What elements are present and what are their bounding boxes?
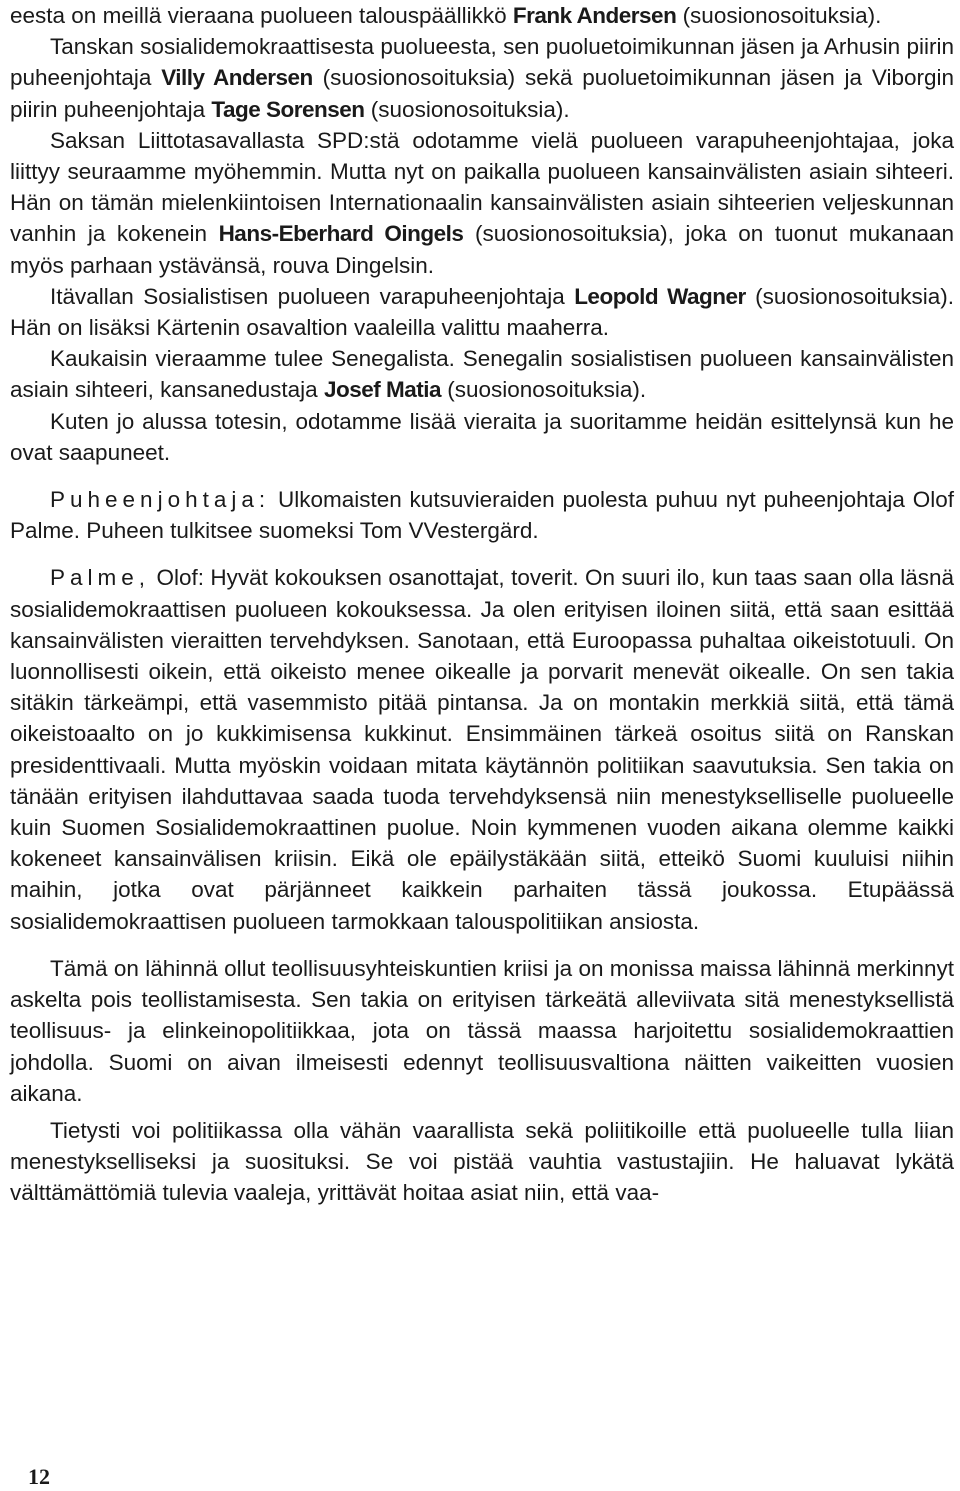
- body-text: [10, 0, 954, 1209]
- paragraph: [10, 125, 954, 281]
- paragraph: [10, 343, 954, 405]
- text-run: (suosionosoituksia). Hän on lisäksi Kärtenin osavaltion vaaleilla valittu maaherra.: [10, 283, 954, 341]
- paragraph: [10, 484, 954, 546]
- text-run: (suosionosoituksia).: [364, 96, 570, 122]
- page-number: 12: [28, 1464, 50, 1489]
- text-run: (suosionosoituksia).: [676, 3, 882, 28]
- text-run: (suosionosoituksia) sekä puoluetoimikunnan jäsen ja Viborgin piirin puheenjohtaja: [10, 65, 955, 122]
- speaker-label: Palme,: [50, 565, 151, 591]
- speaker-label: Puheenjohtaja:: [50, 487, 271, 513]
- text-run: Tietysti voi politiikassa olla vähän vaarallista sekä poliitikoille että puolueelle tulla liian menestykselliseksi ja suosituksi. Se voi pistää vauhtia vastustajiin. He haluavat lykätä välttämättömiä tulevia vaaleja, yrittävät hoitaa asiat niin, että vaa-: [10, 1117, 954, 1206]
- text-run: (suosionosoituksia), joka on tuonut mukanaan myös parhaan ystävänsä, rouva Dingelsin.: [10, 221, 955, 278]
- text-run: Saksan Liittotasavallasta SPD:stä odotamme vielä puolueen varapuheenjohtajaa, joka liittyy seuraamme myöhemmin. Mutta nyt on paikalla puolueen kansainvälisten asiain sihteeri. Hän on tämän mielenkiintoisen Internationaalin kansainvälisten asiain sihteerien veljeskunnan vanhin ja kokenein: [10, 127, 954, 247]
- paragraph: [10, 1115, 954, 1209]
- paragraph: [10, 31, 954, 125]
- person-name: Leopold Wagner: [574, 283, 746, 309]
- person-name: Tage Sorensen: [211, 96, 365, 122]
- person-name: Villy Andersen: [161, 65, 313, 91]
- paragraph: [10, 281, 954, 343]
- person-name: Hans-Eberhard Oingels: [218, 221, 464, 247]
- text-run: Olof: Hyvät kokouksen osanottajat, toverit. On suuri ilo, kun taas saan olla läsnä sosialidemokraattisen puolueen kokouksessa. Ja olen erityisen iloinen siitä, että saan esittää kansainvälisten vieraitten tervehdyksen. Sanotaan, että Euroopassa puhaltaa oikeistotuuli. On luonnollisesti oikein, että oikeisto menee oikealle ja porvarit menevät oikealle. On sen takia sitäkin tärkeämpi, että vasemmisto pitää pintansa. Ja on montakin merkkiä siitä, että tämä oikeistoaalto on jo kukkimisensa kukkinut. Ensimmäinen tärkeä osoitus siitä on Ranskan presidenttivaali. Mutta myöskin voidaan mitata käytännön politiikan saavutuksia. Sen takia on tänään erityisen ilahduttavaa saada tuoda tervehdyksensä niin menestykselliselle puolueelle kuin Suomen Sosialidemokraattinen puolue. Noin kymmenen vuoden aikana olemme kaikki kokeneet kansainvälisen kriisin. Eikä ole epäilystäkään siitä, etteikö Suomi kuuluisi niihin maihin, jotka ovat pärjänneet kaikkein parhaiten tässä joukossa. Etupäässä sosialidemokraattisen puolueen tarmokkaan talouspolitiikan ansiosta.: [10, 565, 954, 934]
- paragraph: [10, 406, 954, 468]
- document-page: [10, 0, 954, 1491]
- person-name: Josef Matia: [323, 377, 441, 403]
- text-run: Tanskan sosialidemokraattisesta puolueesta, sen puoluetoimikunnan jäsen ja Arhusin piirin puheenjohtaja: [10, 34, 954, 91]
- text-run: eesta on meillä vieraana puolueen talouspäällikkö: [10, 3, 513, 28]
- text-run: Tämä on lähinnä ollut teollisuusyhteiskuntien kriisi ja on monissa maissa lähinnä merkinnyt askelta pois teollistamisesta. Sen takia on erityisen tärkeätä alleviivata sitä menestyksellistä teollisuus- ja elinkeinopolitiikkaa, jota on tässä maassa harjoitettu sosialidemokraattien johdolla. Suomi on aivan ilmeisesti edennyt teollisuusvaltiona näitten vaikeitten vuosien aikana.: [10, 955, 954, 1106]
- paragraph: [10, 953, 954, 1109]
- person-name: Frank Andersen: [512, 3, 677, 28]
- paragraph: [10, 562, 954, 936]
- text-run: Kaukaisin vieraamme tulee Senegalista. Senegalin sosialistisen puolueen kansainvälisten asiain sihteeri, kansanedustaja: [10, 346, 954, 403]
- text-run: (suosionosoituksia).: [441, 377, 647, 403]
- text-run: Kuten jo alussa totesin, odotamme lisää vieraita ja suoritamme heidän esittelynsä kun he ovat saapuneet.: [10, 408, 954, 465]
- text-run: Itävallan Sosialistisen puolueen varapuheenjohtaja: [50, 283, 575, 309]
- text-run: Ulkomaisten kutsuvieraiden puolesta puhuu nyt puheenjohtaja Olof Palme. Puheen tulkitsee suomeksi Tom VVestergärd.: [10, 487, 954, 544]
- paragraph: [10, 0, 954, 31]
